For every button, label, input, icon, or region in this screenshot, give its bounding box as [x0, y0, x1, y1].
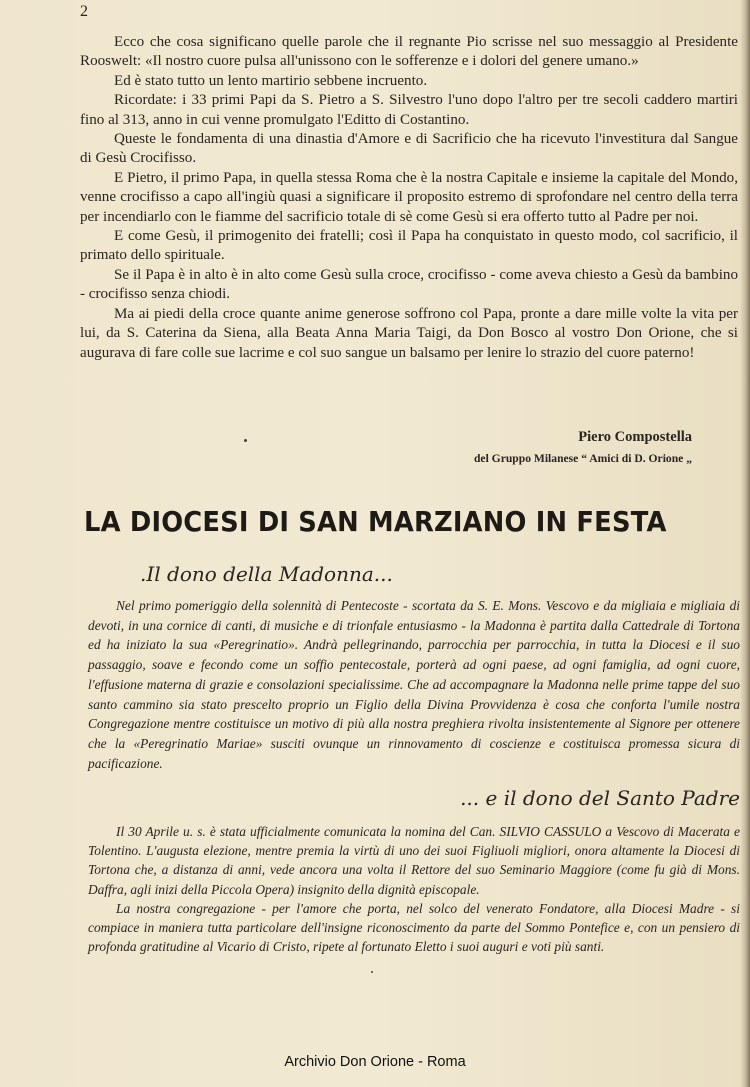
archive-footer: Archivio Don Orione - Roma — [284, 1054, 466, 1070]
section-title-madonna: .Il dono della Madonna... — [140, 562, 393, 586]
page-number: 2 — [80, 3, 88, 20]
feature-headline: LA DIOCESI DI SAN MARZIANO IN FESTA — [84, 505, 667, 538]
signature-block — [474, 427, 692, 469]
page-edge-shadow — [740, 0, 750, 1087]
letter-paragraph: Queste le fondamenta di una dinastia d'Amore e di Sacrificio che ha ricevuto l'investitura dal Sangue di Gesù Crocifisso. — [80, 131, 738, 167]
letter-article — [80, 33, 738, 363]
letter-paragraph: Ed è stato tutto un lento martirio sebbene incruento. — [114, 72, 428, 89]
letter-paragraph: E Pietro, il primo Papa, in quella stessa Roma che è la nostra Capitale e insieme la capitale del Mondo, venne crocifisso a capo all'ingiù quasi a significare il proposito estremo di sprofondare nel centro della terra per incendiarlo con le fiamme del sacrificio totale di sè come Gesù si era offerto tutto al Padre per noi. — [80, 169, 738, 225]
letter-paragraph: Ma ai piedi della croce quante anime generose soffrono col Papa, pronte a dare mille volte la vita per lui, da S. Caterina da Siena, alla Beata Anna Maria Taigi, da Don Bosco al vostro Don Orione, che si augurava di fare colle sue lacrime e col suo sangue un balsamo per lenire lo strazio del cuore paterno! — [80, 305, 738, 361]
letter-paragraph: Se il Papa è in alto è in alto come Gesù sulla croce, crocifisso - come aveva chiesto a Gesù da bambino - crocifisso senza chiodi. — [80, 266, 738, 303]
section-paragraph: Il 30 Aprile u. s. è stata ufficialmente comunicata la nomina del Can. SILVIO CASSULO a Vescovo di Macerata e Tolentino. L'augusta elezione, mentre premia la virtù di uno dei suoi Figliuoli migliori, onora altamente la Diocesi di Tortona che, a distanza di anni, vede ancora una volta il Rettore del suo Seminario Maggiore (come fu già di Mons. Daffra, agli inizi della Piccola Opera) insignito della dignità episcopale. — [88, 824, 740, 897]
letter-paragraph: Ricordate: i 33 primi Papi da S. Pietro a S. Silvestro l'uno dopo l'altro per tre secoli caddero martiri fino al 313, anno in cui venne promulgato l'Editto di Costantino. — [80, 92, 738, 128]
bullet-dot-icon — [244, 439, 247, 442]
section-body-madonna — [88, 596, 740, 773]
letter-paragraph: Ecco che cosa significano quelle parole che il regnante Pio scrisse nel suo messaggio al Presidente Rooswelt: «Il nostro cuore pulsa all'unissono con le sofferenze e i dolori del genere umano.» — [80, 34, 738, 70]
section-body-santo-padre — [88, 822, 740, 956]
section-paragraph: La nostra congregazione - per l'amore che porta, nel solco del venerato Fondatore, alla Diocesi Madre - si compiace in maniera tutta particolare dell'insigne riconoscimento da parte del Sommo Pontefice e, con un pensiero di profonda gratitudine al Vicario di Cristo, ripete al fortunato Eletto i suoi auguri e voti più santi. — [88, 900, 740, 955]
section-title-santo-padre: ... e il dono del Santo Padre — [460, 786, 740, 810]
bullet-dot-icon — [371, 971, 373, 973]
letter-paragraph: E come Gesù, il primogenito dei fratelli; così il Papa ha conquistato in questo modo, col sacrificio, il primato dello spirituale. — [80, 228, 738, 264]
section-paragraph: Nel primo pomeriggio della solennità di Pentecoste - scortata da S. E. Mons. Vescovo e da migliaia e migliaia di devoti, in una cornice di canti, di musiche e di trionfale entusiasmo - la Madonna è partita dalla Cattedrale di Tortona ed ha iniziato la sua «Peregrinatio». Andrà pellegrinando, parrocchia per parrocchia, in tutta la Diocesi e il suo passaggio, soave e fecondo come un soffio pentecostale, porterà ad ogni paese, ad ogni famiglia, ad ogni cuore, l'effusione materna di grazie e consolazioni specialissime. Che ad accompagnare la Madonna nelle prime tappe del suo santo cammino sia stato prescelto proprio un Figlio della Divina Provvidenza è cosa che conforta l'umile nostra Congregazione mentre costituisce un motivo di più alla nostra preghiera rivolta insistentemente al Signore per ottenere che la «Peregrinatio Mariae» susciti ovunque un rinnovamento di coscienze e costituisca promessa sicura di pacificazione. — [88, 598, 740, 771]
signature-group: del Gruppo Milanese “ Amici di D. Orione „ — [473, 452, 692, 465]
signature-name: Piero Compostella — [578, 429, 692, 445]
